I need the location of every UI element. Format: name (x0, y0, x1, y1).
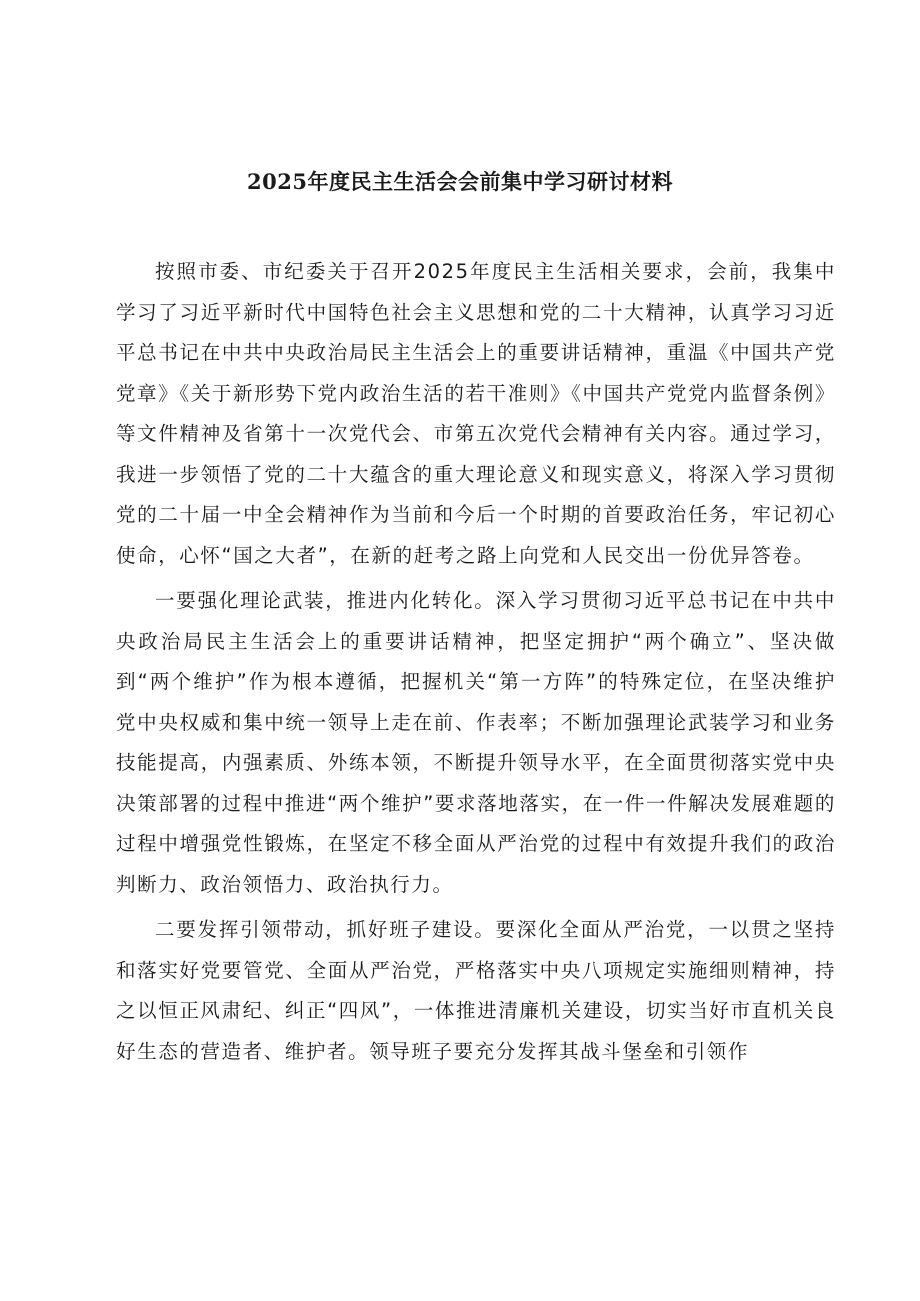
document-body (116, 252, 836, 1072)
paragraph-point-one: 一要强化理论武装，推进内化转化。深入学习贯彻习近平总书记在中共中央政治局民主生活会上的重要讲话精神，把坚定拥护“两个确立”、坚决做到“两个维护”作为根本遵循，把握机关“第一方阵”的特殊定位，在坚决维护党中央权威和集中统一领导上走在前、作表率；不断加强理论武装学习和业务技能提高，内强素质、外练本领，不断提升领导水平，在全面贯彻落实党中央决策部署的过程中推进“两个维护”要求落地落实，在一件一件解决发展难题的过程中增强党性锻炼，在坚定不移全面从严治党的过程中有效提升我们的政治判断力、政治领悟力、政治执行力。 (116, 589, 836, 896)
paragraph-intro: 按照市委、市纪委关于召开2025年度民主生活相关要求，会前，我集中学习了习近平新时代中国特色社会主义思想和党的二十大精神，认真学习习近平总书记在中共中央政治局民主生活会上的重要讲话精神，重温《中国共产党党章》《关于新形势下党内政治生活的若干准则》《中国共产党党内监督条例》等文件精神及省第十一次党代会、市第五次党代会精神有关内容。通过学习，我进一步领悟了党的二十大蕴含的重大理论意义和现实意义，将深入学习贯彻党的二十届一中全会精神作为当前和今后一个时期的首要政治任务，牢记初心使命，心怀“国之大者”，在新的赶考之路上向党和人民交出一份优异答卷。 (116, 260, 836, 567)
paragraph-point-two: 二要发挥引领带动，抓好班子建设。要深化全面从严治党，一以贯之坚持和落实好党要管党、全面从严治党，严格落实中央八项规定实施细则精神，持之以恒正风肃纪、纠正“四风”，一体推进清廉机关建设，切实当好市直机关良好生态的营造者、维护者。领导班子要充分发挥其战斗堡垒和引领作 (116, 918, 836, 1063)
document-title: 2025年度民主生活会会前集中学习研讨材料 (247, 169, 673, 194)
